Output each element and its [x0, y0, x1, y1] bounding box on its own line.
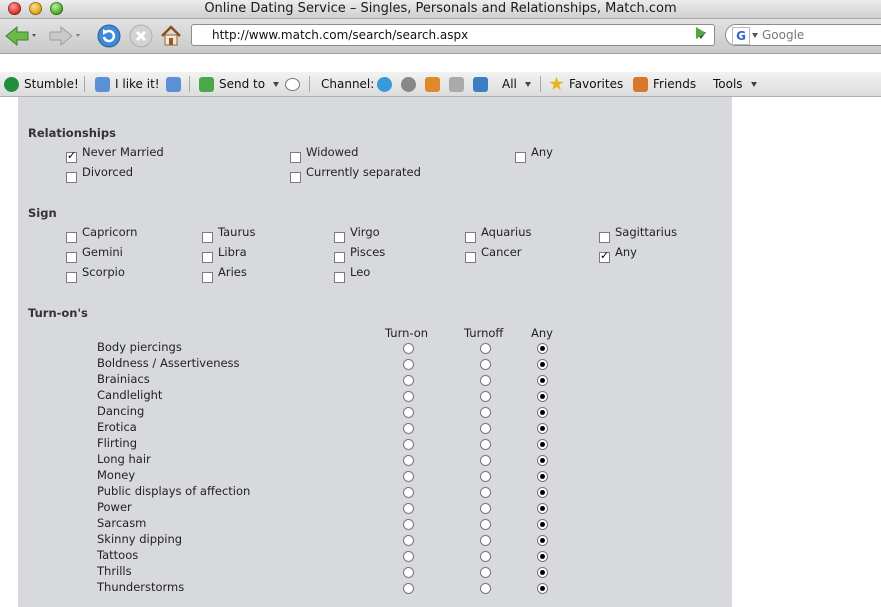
- relationship-option[interactable]: [515, 147, 553, 161]
- tools-label: Tools: [713, 77, 743, 91]
- stumble-toolbar: [0, 72, 881, 97]
- sign-option[interactable]: [202, 267, 247, 281]
- window-titlebar: [0, 0, 881, 19]
- turnon-label: Body piercings: [97, 340, 182, 354]
- sign-checkbox[interactable]: [66, 272, 77, 283]
- channel-all-label: All: [502, 77, 517, 91]
- sign-option-label: Aquarius: [481, 225, 532, 239]
- turnon-radio-any[interactable]: [537, 455, 548, 466]
- turnon-radio-turnoff[interactable]: [480, 471, 491, 482]
- turnon-radio-turnoff[interactable]: [480, 503, 491, 514]
- turnon-radio-turn-on[interactable]: [403, 423, 414, 434]
- turnon-label: Tattoos: [97, 548, 139, 562]
- turnon-label: Money: [97, 468, 136, 482]
- toolbar-divider: [540, 76, 541, 92]
- turnon-radio-any[interactable]: [537, 519, 548, 530]
- turnon-radio-turn-on[interactable]: [403, 407, 414, 418]
- sign-option[interactable]: [465, 227, 532, 241]
- relationship-option-label: Currently separated: [306, 165, 421, 179]
- relationship-option[interactable]: [290, 147, 358, 161]
- search-criteria-panel: [18, 97, 732, 607]
- film-reel-icon: [401, 77, 416, 92]
- turnon-radio-turnoff[interactable]: [480, 487, 491, 498]
- toolbar-divider: [309, 76, 310, 92]
- turnon-radio-turnoff[interactable]: [480, 343, 491, 354]
- turnon-radio-any[interactable]: [537, 471, 548, 482]
- sign-option-label: Virgo: [350, 225, 380, 239]
- sign-checkbox[interactable]: [465, 232, 476, 243]
- send-to-button[interactable]: [199, 76, 279, 92]
- turnon-label: Brainiacs: [97, 372, 150, 386]
- sign-checkbox[interactable]: [202, 232, 213, 243]
- like-button[interactable]: [95, 76, 160, 92]
- turnon-radio-turnoff[interactable]: [480, 567, 491, 578]
- sign-checkbox[interactable]: [202, 252, 213, 263]
- channel-web-button[interactable]: [377, 76, 397, 92]
- relationship-checkbox[interactable]: [66, 172, 77, 183]
- sign-option[interactable]: [334, 267, 370, 281]
- speech-bubble-icon: [285, 78, 300, 91]
- turnon-label: Erotica: [97, 420, 137, 434]
- sign-option[interactable]: [202, 227, 255, 241]
- relationships-heading: Relationships: [28, 126, 116, 140]
- relationship-option-label: Divorced: [82, 165, 134, 179]
- favorites-label: Favorites: [569, 77, 624, 91]
- sign-option-label: Pisces: [350, 245, 386, 259]
- turnon-radio-any[interactable]: [537, 503, 548, 514]
- sign-option[interactable]: [66, 227, 137, 241]
- turnoff-column-header: Turnoff: [464, 326, 504, 340]
- stumble-icon: [4, 77, 19, 92]
- turnon-radio-any[interactable]: [537, 439, 548, 450]
- toolbar-divider: [189, 76, 190, 92]
- search-engine-dropdown-icon[interactable]: [752, 33, 758, 38]
- sign-option[interactable]: [334, 227, 380, 241]
- sign-option[interactable]: [599, 227, 677, 241]
- sign-option[interactable]: [465, 247, 522, 261]
- channel-photo-button[interactable]: [473, 76, 493, 92]
- search-box[interactable]: [725, 24, 881, 46]
- turnon-label: Thrills: [97, 564, 132, 578]
- relationship-option[interactable]: [66, 167, 133, 181]
- turnon-radio-any[interactable]: [537, 567, 548, 578]
- turnon-radio-any[interactable]: [537, 583, 548, 594]
- friends-icon: [633, 77, 648, 92]
- reload-button[interactable]: [96, 23, 122, 49]
- turnon-radio-turn-on[interactable]: [403, 343, 414, 354]
- turnon-label: Dancing: [97, 404, 145, 418]
- sign-checkbox[interactable]: [599, 252, 610, 263]
- relationship-option-label: Widowed: [306, 145, 359, 159]
- turnon-radio-any[interactable]: [537, 535, 548, 546]
- like-label: I like it!: [115, 77, 160, 91]
- tag-icon: [449, 77, 464, 92]
- turnon-radio-turn-on[interactable]: [403, 455, 414, 466]
- comment-button[interactable]: [285, 76, 305, 92]
- back-button[interactable]: [4, 23, 38, 49]
- relationship-option[interactable]: [290, 167, 421, 181]
- back-arrow-icon: [4, 24, 38, 48]
- stop-button[interactable]: [128, 23, 154, 49]
- turnon-label: Long hair: [97, 452, 151, 466]
- turnon-radio-any[interactable]: [537, 359, 548, 370]
- forward-button[interactable]: [48, 23, 82, 49]
- turnon-radio-turn-on[interactable]: [403, 519, 414, 530]
- thumbs-down-icon: [166, 77, 181, 92]
- relationship-option[interactable]: [66, 147, 164, 161]
- send-icon: [199, 77, 214, 92]
- turnon-radio-turn-on[interactable]: [403, 471, 414, 482]
- window-title: Online Dating Service – Singles, Personals and Relationships, Match.com: [204, 1, 677, 16]
- home-button[interactable]: [158, 23, 184, 49]
- sign-option[interactable]: [599, 247, 637, 261]
- turnon-radio-any[interactable]: [537, 423, 548, 434]
- stumble-button[interactable]: [4, 76, 79, 92]
- turnon-radio-turn-on[interactable]: [403, 567, 414, 578]
- sign-option-label: Capricorn: [82, 225, 138, 239]
- sign-checkbox[interactable]: [334, 232, 345, 243]
- turnon-radio-turn-on[interactable]: [403, 503, 414, 514]
- turnon-label: Power: [97, 500, 132, 514]
- turn-on-column-header: Turn-on: [385, 326, 429, 340]
- chevron-down-icon: [751, 82, 757, 87]
- turnon-label: Public displays of affection: [97, 484, 251, 498]
- turnon-label: Boldness / Assertiveness: [97, 356, 240, 370]
- friends-button[interactable]: [633, 76, 696, 92]
- turnon-radio-any[interactable]: [537, 391, 548, 402]
- turnon-radio-turnoff[interactable]: [480, 407, 491, 418]
- turnon-label: Thunderstorms: [97, 580, 185, 594]
- sign-checkbox[interactable]: [465, 252, 476, 263]
- turnon-label: Sarcasm: [97, 516, 147, 530]
- turnon-radio-turn-on[interactable]: [403, 535, 414, 546]
- search-input[interactable]: Google: [762, 28, 805, 42]
- sign-option-label: Aries: [218, 265, 247, 279]
- stumble-label: Stumble!: [24, 77, 79, 91]
- sign-option[interactable]: [334, 247, 385, 261]
- sign-option-label: Libra: [218, 245, 247, 259]
- globe-icon: [377, 77, 392, 92]
- sign-option[interactable]: [66, 267, 125, 281]
- tools-menu[interactable]: [713, 76, 757, 92]
- sign-option-label: Sagittarius: [615, 225, 678, 239]
- sign-checkbox[interactable]: [202, 272, 213, 283]
- sign-heading: Sign: [28, 206, 57, 220]
- turnon-radio-turn-on[interactable]: [403, 551, 414, 562]
- dislike-button[interactable]: [166, 76, 186, 92]
- star-icon: [549, 77, 564, 92]
- sign-option[interactable]: [202, 247, 247, 261]
- turnon-radio-turnoff[interactable]: [480, 391, 491, 402]
- sign-option-label: Cancer: [481, 245, 522, 259]
- channel-label-text: Channel:: [321, 77, 375, 91]
- turnon-radio-any[interactable]: [537, 407, 548, 418]
- favorites-button[interactable]: [549, 76, 623, 92]
- turnon-radio-turnoff[interactable]: [480, 423, 491, 434]
- sign-option-label: Taurus: [218, 225, 256, 239]
- turnon-radio-turn-on[interactable]: [403, 391, 414, 402]
- google-logo-icon[interactable]: G: [732, 27, 750, 45]
- turnon-radio-any[interactable]: [537, 487, 548, 498]
- sign-checkbox[interactable]: [334, 272, 345, 283]
- channel-tag-button[interactable]: [449, 76, 469, 92]
- turnon-radio-turnoff[interactable]: [480, 359, 491, 370]
- turnon-radio-turnoff[interactable]: [480, 551, 491, 562]
- turnon-radio-any[interactable]: [537, 551, 548, 562]
- forward-arrow-icon: [48, 24, 82, 48]
- turnon-radio-turn-on[interactable]: [403, 583, 414, 594]
- send-to-label: Send to: [219, 77, 266, 91]
- reload-icon: [97, 24, 121, 48]
- home-icon: [159, 24, 183, 48]
- chevron-down-icon: [273, 82, 279, 87]
- sign-option-label: Gemini: [82, 245, 123, 259]
- sign-option[interactable]: [66, 247, 123, 261]
- sign-checkbox[interactable]: [66, 252, 77, 263]
- turnon-radio-turnoff[interactable]: [480, 455, 491, 466]
- relationship-option-label: Never Married: [82, 145, 164, 159]
- turnon-label: Skinny dipping: [97, 532, 183, 546]
- sign-checkbox[interactable]: [66, 232, 77, 243]
- relationship-option-label: Any: [531, 145, 553, 159]
- turnon-label: Candlelight: [97, 388, 163, 402]
- channel-people-button[interactable]: [425, 76, 445, 92]
- relationship-checkbox[interactable]: [66, 152, 77, 163]
- sign-checkbox[interactable]: [334, 252, 345, 263]
- turnon-radio-turn-on[interactable]: [403, 375, 414, 386]
- turnon-radio-turnoff[interactable]: [480, 519, 491, 530]
- chevron-down-icon: [525, 82, 531, 87]
- turnon-radio-any[interactable]: [537, 343, 548, 354]
- turnon-radio-any[interactable]: [537, 375, 548, 386]
- toolbar-divider: [84, 76, 85, 92]
- turnon-radio-turnoff[interactable]: [480, 439, 491, 450]
- relationship-checkbox[interactable]: [290, 152, 301, 163]
- turnon-radio-turn-on[interactable]: [403, 439, 414, 450]
- thumbs-up-icon: [95, 77, 110, 92]
- turnon-label: Flirting: [97, 436, 138, 450]
- any-column-header: Any: [531, 326, 553, 340]
- turnon-radio-turn-on[interactable]: [403, 359, 414, 370]
- channel-label: [321, 76, 374, 92]
- sign-option-label: Scorpio: [82, 265, 125, 279]
- sign-option-label: Any: [615, 245, 637, 259]
- turnons-heading: Turn-on's: [28, 306, 88, 320]
- channel-video-button[interactable]: [401, 76, 421, 92]
- people-icon: [425, 77, 440, 92]
- photo-icon: [473, 77, 488, 92]
- address-bar[interactable]: [191, 24, 715, 46]
- relationship-checkbox[interactable]: [290, 172, 301, 183]
- sign-option-label: Leo: [350, 265, 371, 279]
- turnon-radio-turnoff[interactable]: [480, 375, 491, 386]
- go-button[interactable]: [696, 27, 706, 39]
- stop-icon: [129, 24, 153, 48]
- relationship-checkbox[interactable]: [515, 152, 526, 163]
- turnon-radio-turnoff[interactable]: [480, 583, 491, 594]
- navigation-toolbar: [0, 19, 881, 54]
- channel-all-dropdown[interactable]: [502, 76, 531, 92]
- url-text[interactable]: http://www.match.com/search/search.aspx: [212, 28, 469, 42]
- sign-checkbox[interactable]: [599, 232, 610, 243]
- friends-label: Friends: [653, 77, 697, 91]
- turnon-radio-turn-on[interactable]: [403, 487, 414, 498]
- turnon-radio-turnoff[interactable]: [480, 535, 491, 546]
